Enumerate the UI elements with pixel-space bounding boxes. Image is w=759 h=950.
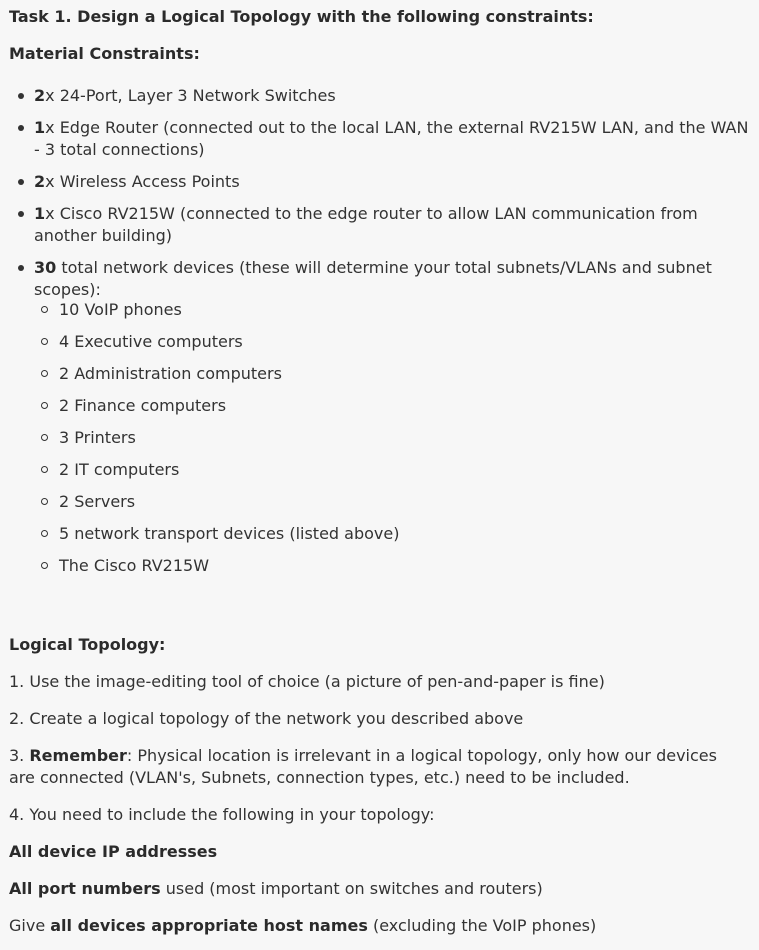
- include-ip: All device IP addresses: [9, 842, 218, 861]
- device-item: 2 IT computers: [59, 459, 179, 481]
- circle-bullet-icon: [41, 434, 48, 441]
- bullet-icon: [18, 211, 24, 217]
- bullet-icon: [18, 179, 24, 185]
- logical-heading: Logical Topology:: [9, 635, 166, 654]
- device-item: The Cisco RV215W: [59, 555, 209, 577]
- bullet-icon: [18, 93, 24, 99]
- material-item: 1x Cisco RV215W (connected to the edge router to allow LAN communication from another building): [34, 203, 754, 247]
- circle-bullet-icon: [41, 338, 48, 345]
- step-2: 2. Create a logical topology of the network you described above: [9, 709, 524, 728]
- device-item: 2 Administration computers: [59, 363, 282, 385]
- step-1: 1. Use the image-editing tool of choice (a picture of pen-and-paper is fine): [9, 672, 605, 691]
- circle-bullet-icon: [41, 498, 48, 505]
- bullet-icon: [18, 125, 24, 131]
- device-item: 4 Executive computers: [59, 331, 243, 353]
- include-ports: All port numbers used (most important on switches and routers): [9, 879, 543, 898]
- material-item: 1x Edge Router (connected out to the local LAN, the external RV215W LAN, and the WAN - 3 total connections): [34, 117, 754, 161]
- bullet-icon: [18, 265, 24, 271]
- material-heading: Material Constraints:: [9, 44, 200, 63]
- device-item: 5 network transport devices (listed above): [59, 523, 399, 545]
- material-item: 30 total network devices (these will determine your total subnets/VLANs and subnet scopes):: [34, 257, 754, 301]
- circle-bullet-icon: [41, 402, 48, 409]
- circle-bullet-icon: [41, 562, 48, 569]
- include-hostnames: Give all devices appropriate host names (excluding the VoIP phones): [9, 916, 597, 935]
- device-item: 10 VoIP phones: [59, 299, 182, 321]
- step-4: 4. You need to include the following in your topology:: [9, 805, 435, 824]
- circle-bullet-icon: [41, 370, 48, 377]
- circle-bullet-icon: [41, 306, 48, 313]
- step-3: 3. Remember: Physical location is irrelevant in a logical topology, only how our devices are connected (VLAN's, Subnets, connection types, etc.) need to be included.: [9, 746, 717, 787]
- device-item: 3 Printers: [59, 427, 136, 449]
- circle-bullet-icon: [41, 466, 48, 473]
- material-item: 2x 24-Port, Layer 3 Network Switches: [34, 85, 754, 107]
- device-item: 2 Servers: [59, 491, 135, 513]
- material-item: 2x Wireless Access Points: [34, 171, 754, 193]
- device-item: 2 Finance computers: [59, 395, 226, 417]
- circle-bullet-icon: [41, 530, 48, 537]
- task-title: Task 1. Design a Logical Topology with the following constraints:: [9, 7, 594, 26]
